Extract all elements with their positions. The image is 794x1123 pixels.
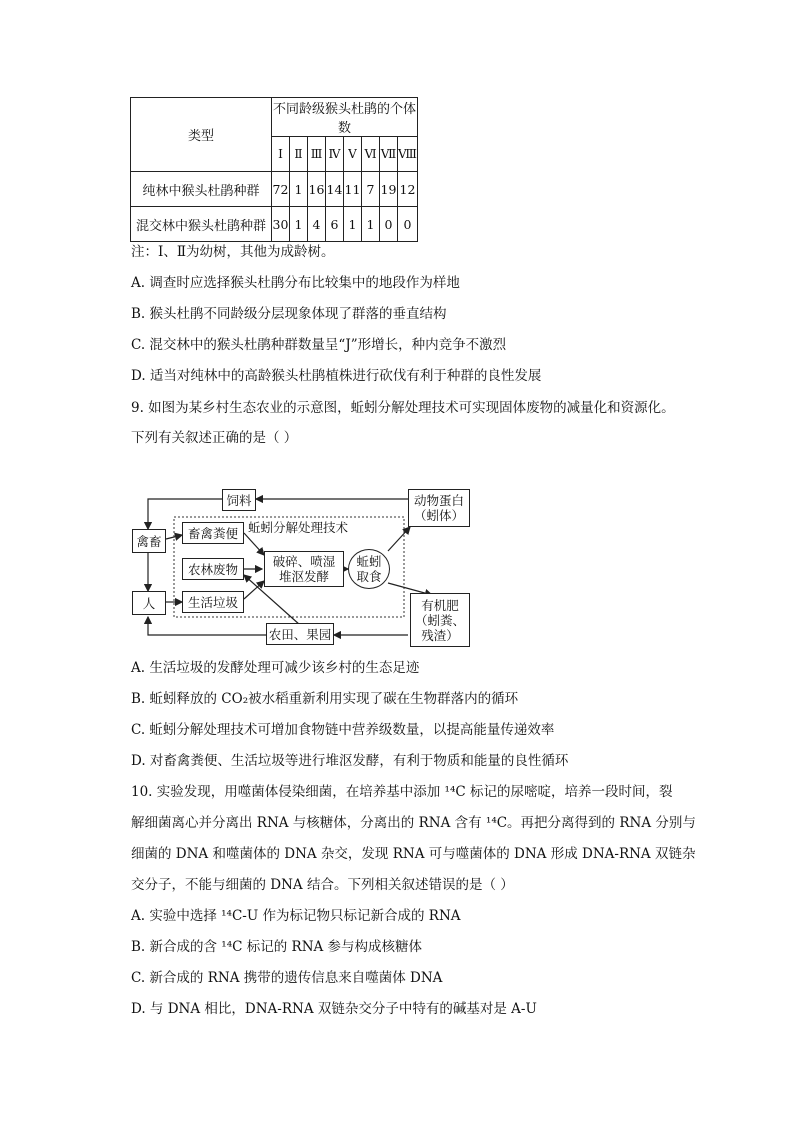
q10-stem-line-1: 10. 实验发现，用噬菌体侵染细菌，在培养基中添加 ¹⁴C 标记的尿嘧啶，培养一段时间，裂 <box>131 784 673 800</box>
fertilizer-label: 有机肥 <box>421 597 459 613</box>
type-header: 类型 <box>131 98 272 172</box>
q8-option-d: D. 适当对纯林中的高龄猴头杜鹃植株进行砍伐有利于种群的良性发展 <box>131 368 542 384</box>
table-cell: 1 <box>290 172 308 207</box>
q9-option-d: D. 对畜禽粪便、生活垃圾等进行堆沤发酵，有利于物质和能量的良性循环 <box>131 753 569 769</box>
q10-stem-line-4: 交分子，不能与细菌的 DNA 结合。下列相关叙述错误的是（ ） <box>131 877 514 893</box>
fertilizer-sub-2: 残渣） <box>421 627 459 643</box>
q10-option-c: C. 新合成的 RNA 携带的遗传信息来自噬菌体 DNA <box>131 970 443 986</box>
fertilizer-box <box>410 593 470 647</box>
table-note: 注：Ⅰ、Ⅱ为幼树，其他为成龄树。 <box>131 244 335 260</box>
q8-option-a: A. 调查时应选择猴头杜鹃分布比较集中的地段作为样地 <box>131 275 460 291</box>
crop-waste-box: 农林废物 <box>182 558 244 580</box>
table-cell: 12 <box>398 172 418 207</box>
process-sub: 堆沤发酵 <box>278 569 329 584</box>
q8-option-b: B. 猴头杜鹃不同龄级分层现象体现了群落的垂直结构 <box>131 306 447 322</box>
age-class-label: Ⅳ <box>326 137 344 172</box>
table-cell: 1 <box>290 207 308 242</box>
q10-stem-line-3: 细菌的 DNA 和噬菌体的 DNA 杂交，发现 RNA 可与噬菌体的 DNA 形成 DNA-RNA 双链杂 <box>131 846 696 862</box>
q10-option-b: B. 新合成的含 ¹⁴C 标记的 RNA 参与构成核糖体 <box>131 939 423 955</box>
manure-box: 畜禽粪便 <box>182 522 244 544</box>
table-cell: 30 <box>272 207 290 242</box>
fertilizer-sub-1: （蚓粪、 <box>414 612 465 628</box>
table-cell: 1 <box>362 207 380 242</box>
table-cell: 4 <box>308 207 326 242</box>
earthworm-label: 蚯蚓 <box>356 554 382 569</box>
q9-option-a: A. 生活垃圾的发酵处理可减少该乡村的生态足迹 <box>131 660 420 676</box>
earthworm-circle <box>348 549 390 589</box>
table-row <box>131 172 418 207</box>
table-cell: 0 <box>398 207 418 242</box>
age-class-label: Ⅷ <box>398 137 418 172</box>
human-box: 人 <box>132 591 166 615</box>
table-cell: 11 <box>344 172 362 207</box>
table-row <box>131 207 418 242</box>
process-box <box>264 551 344 587</box>
table-cell: 7 <box>362 172 380 207</box>
table-cell: 19 <box>380 172 398 207</box>
table-cell: 16 <box>308 172 326 207</box>
q8-option-c: C. 混交林中的猴头杜鹃种群数量呈“J”形增长，种内竞争不激烈 <box>131 337 507 353</box>
animal-protein-sub: （蚓体） <box>413 508 464 523</box>
process-label: 破碎、喷湿 <box>272 554 336 569</box>
table-cell: 72 <box>272 172 290 207</box>
feed-box: 饲料 <box>222 489 256 511</box>
tech-title: 蚯蚓分解处理技术 <box>248 520 349 535</box>
age-class-label: Ⅵ <box>362 137 380 172</box>
garbage-box: 生活垃圾 <box>182 591 244 613</box>
age-class-table <box>130 97 418 242</box>
livestock-box: 禽畜 <box>132 529 166 553</box>
q10-option-a: A. 实验中选择 ¹⁴C-U 作为标记物只标记新合成的 RNA <box>131 908 461 924</box>
table-cell: 1 <box>344 207 362 242</box>
q9-stem-line-1: 9. 如图为某乡村生态农业的示意图，蚯蚓分解处理技术可实现固体废物的减量化和资源化。 <box>131 400 675 416</box>
table-cell: 6 <box>326 207 344 242</box>
eco-agriculture-diagram <box>130 485 475 650</box>
age-class-label: Ⅶ <box>380 137 398 172</box>
table-cell: 0 <box>380 207 398 242</box>
farmland-box: 农田、果园 <box>266 623 334 645</box>
animal-protein-label: 动物蛋白 <box>413 493 464 508</box>
q9-option-b: B. 蚯蚓释放的 CO₂被水稻重新利用实现了碳在生物群落内的循环 <box>131 691 519 707</box>
animal-protein-box <box>408 489 470 527</box>
earthworm-sub: 取食 <box>356 569 382 584</box>
age-class-label: Ⅱ <box>290 137 308 172</box>
age-class-label: Ⅴ <box>344 137 362 172</box>
row-label: 混交林中猴头杜鹃种群 <box>131 207 272 242</box>
age-class-label: Ⅲ <box>308 137 326 172</box>
q9-stem-line-2: 下列有关叙述正确的是（ ） <box>131 430 298 446</box>
q10-stem-line-2: 解细菌离心并分离出 RNA 与核糖体，分离出的 RNA 含有 ¹⁴C。再把分离得到的 RNA 分别与 <box>131 815 696 831</box>
group-header: 不同龄级猴头杜鹃的个体数 <box>272 98 418 137</box>
age-class-label: Ⅰ <box>272 137 290 172</box>
q10-option-d: D. 与 DNA 相比，DNA-RNA 双链杂交分子中特有的碱基对是 A-U <box>131 1001 537 1017</box>
table-cell: 14 <box>326 172 344 207</box>
row-label: 纯林中猴头杜鹃种群 <box>131 172 272 207</box>
q9-option-c: C. 蚯蚓分解处理技术可增加食物链中营养级数量，以提高能量传递效率 <box>131 722 555 738</box>
